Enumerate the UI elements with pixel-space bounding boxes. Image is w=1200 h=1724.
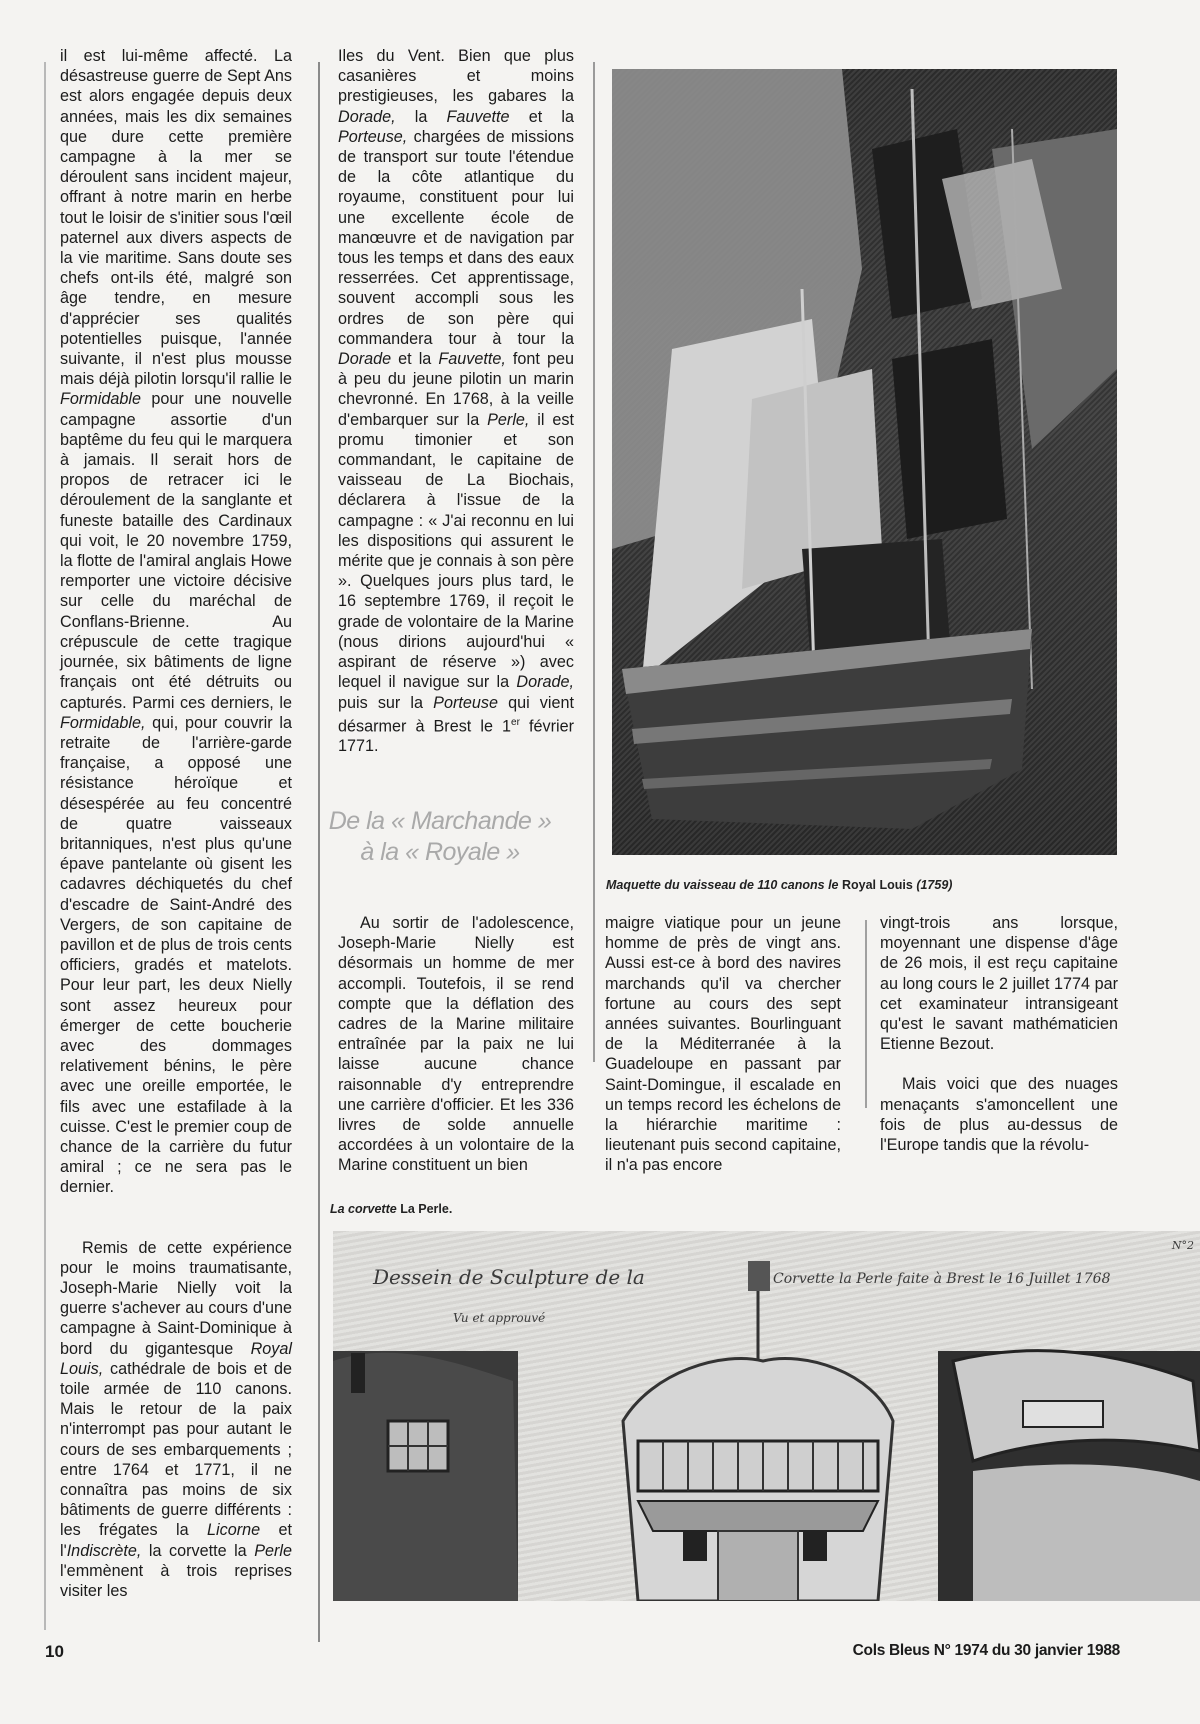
article-column-4 (880, 913, 1118, 1155)
corvette-drawing-caption: La corvette La Perle. (330, 1202, 453, 1216)
drawing-title-right: Corvette la Perle faite à Brest le 16 Juillet 1768 (773, 1271, 1111, 1287)
article-column-3 (605, 913, 841, 1176)
section-heading-line: à la « Royale » (360, 838, 520, 866)
ship-model-photo (612, 69, 1117, 855)
ship-model-illustration (612, 69, 1117, 855)
article-column-2-lower (338, 913, 574, 1176)
article-column-2 (338, 46, 574, 757)
drawing-title-left: Dessein de Sculpture de la (373, 1265, 645, 1289)
drawing-approval-note: Vu et approuvé (453, 1311, 546, 1325)
corvette-drawing (333, 1231, 1200, 1601)
section-heading (320, 806, 560, 868)
column-rule (865, 920, 867, 1108)
column-rule-left (44, 62, 46, 1630)
article-column-1 (60, 46, 292, 1601)
article-paragraph: Remis de cette expérience pour le moins traumatisante, Joseph-Marie Nielly voit la guerre s'achever au cours d'une campagne à Saint-Dominique à bord du gigantesque Royal Louis, cathédrale de bois et de toile armée de 110 canons. Mais le retour de la paix n'interrompt pas pour autant le cours de ses embarquements ; entre 1764 et 1771, il ne connaîtra pas moins de six bâtiments de guerre différents : les frégates la Licorne et l'Indiscrète, la corvette la Perle l'emmènent à trois reprises visiter les (60, 1238, 292, 1601)
section-heading-line: De la « Marchande » (328, 807, 552, 835)
article-paragraph: il est lui-même affecté. La désastreuse guerre de Sept Ans est alors engagée depuis deux années, mais les dix semaines que dure cette première campagne à la mer se déroulent sans incident majeur, offrant à notre marin en herbe tout le loisir de s'initier sous l'œil paternel aux divers aspects de la vie maritime. Sans doute ses chefs ont-ils été, malgré son âge tendre, en mesure d'apprécier ses qualités potentielles puisque, l'année suivante, il n'est plus mousse mais déjà pilotin lorsqu'il rallie le Formidable pour une nouvelle campagne assortie d'un baptême du feu qui le marquera à jamais. Il serait hors de propos de retracer ici le déroulement de la sanglante et funeste bataille des Cardinaux qui voit, le 20 novembre 1759, la flotte de l'amiral anglais Howe remporter une victoire décisive sur celle du maréchal de Conflans-Brienne. Au crépuscule de cette tragique journée, six bâtiments de ligne français ont été détruits ou capturés. Parmi ces derniers, le Formidable, qui, pour couvrir la retraite de l'arrière-garde française, a opposé une résistance héroïque et désespérée au feu concentré de quatre vaisseaux britanniques, n'est plus qu'une épave pantelante où gisent les cadavres déchiquetés du chef d'escadre de Saint-André des Vergers, de son capitaine de pavillon et de plus de trois cents officiers, gradés et matelots. Pour leur part, les deux Nielly sont assez heureux pour émerger de cette boucherie avec des dommages relativement bénins, le père avec une oreille emportée, le fils avec une estafilade à la cuisse. C'est le premier coup de chance de la carrière du futur amiral ; ce ne sera pas le dernier. (60, 47, 292, 1197)
column-rule (593, 62, 595, 1062)
publication-footer: Cols Bleus N° 1974 du 30 janvier 1988 (852, 1642, 1120, 1659)
drawing-left-rule (318, 1231, 320, 1641)
article-paragraph: Iles du Vent. Bien que plus casanières et moins prestigieuses, les gabares la Dorade, la Fauvette et la Porteuse, chargées de missions de transport sur toute l'étendue de la côte atlantique du royaume, constituent pour lui une excellente école de manœuvre et de navigation par tous les temps et dans des eaux resserrées. Cet apprentissage, souvent accompli sous les ordres de son père qui commandera tour à tour la Dorade et la Fauvette, font peu à peu du jeune pilotin un marin chevronné. En 1768, à la veille d'embarquer sur la Perle, il est promu timonier et son commandant, le capitaine de vaisseau de La Biochais, déclarera à l'issue de la campagne : « J'ai reconnu en lui les dispositions qui assurent le mérite que je connais à son père ». Quelques jours plus tard, le 16 septembre 1769, il reçoit le grade de volontaire de la Marine (nous dirions aujourd'hui « aspirant de réserve ») avec lequel il navigue sur la Dorade, puis sur la Porteuse qui vient désarmer à Brest le 1er février 1771. (338, 47, 574, 756)
article-paragraph: vingt-trois ans lorsque, moyennant une dispense d'âge de 26 mois, il est reçu capitaine au long cours le 2 juillet 1774 par cet examinateur intransigeant qu'est le savant mathématicien Etienne Bezout. (880, 914, 1118, 1054)
article-paragraph: Au sortir de l'adolescence, Joseph-Marie Nielly est désormais un homme de mer accompli. Toutefois, il se rend compte que la déflation des cadres de la Marine militaire entraînée par la paix ne lui laisse aucune chance raisonnable d'y entreprendre une carrière d'officier. Et les 336 livres de solde annuelle accordées à un volontaire de la Marine constituent un bien (338, 914, 574, 1175)
page-number: 10 (45, 1642, 64, 1661)
ship-photo-caption: Maquette du vaisseau de 110 canons le Royal Louis (1759) (606, 878, 953, 892)
drawing-corner-number: N°2 (1171, 1239, 1194, 1252)
corvette-stern-sketch (333, 1231, 1200, 1601)
article-paragraph: Mais voici que des nuages menaçants s'amoncellent une fois de plus au-dessus de l'Europe tandis que la révolu- (880, 1075, 1118, 1155)
article-paragraph: maigre viatique pour un jeune homme de près de vingt ans. Aussi est-ce à bord des navires marchands qu'il va chercher fortune au cours des sept années suivantes. Bourlinguant de la Méditerranée à la Guadeloupe en passant par Saint-Domingue, il escalade en un temps record les échelons de la hiérarchie maritime : lieutenant puis second capitaine, il n'a pas encore (605, 914, 841, 1175)
